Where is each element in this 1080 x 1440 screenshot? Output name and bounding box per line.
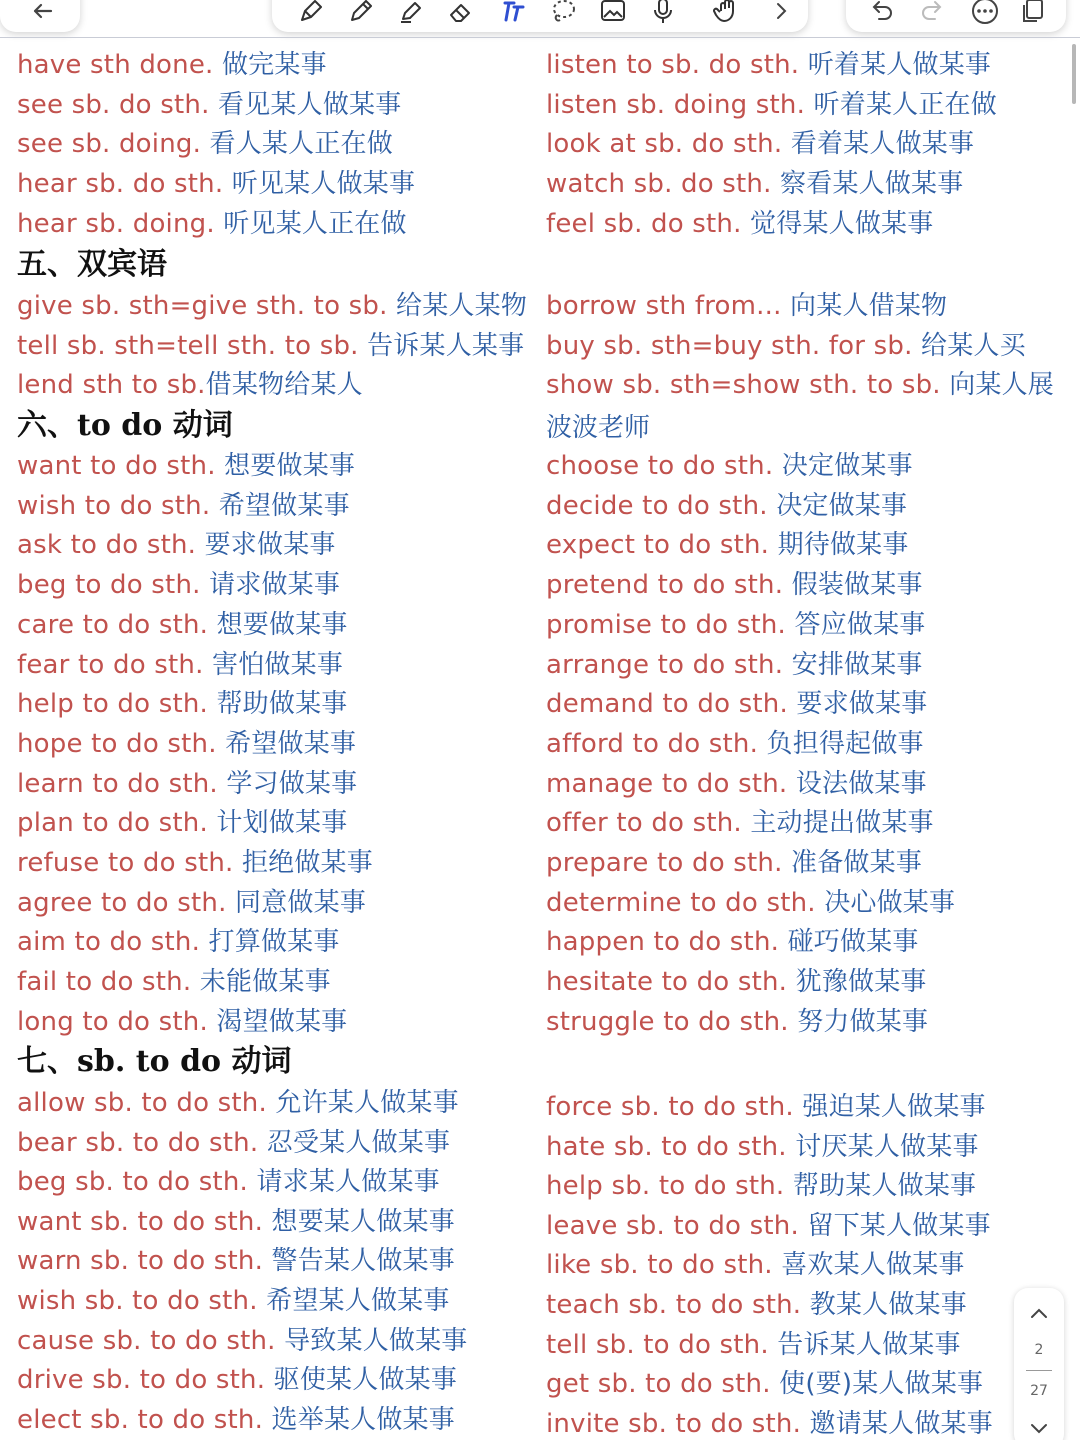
phrase-line (17, 964, 331, 1000)
english-phrase: ask to do sth. (17, 530, 205, 561)
phrase-line (17, 885, 366, 921)
chinese-meaning: 学习做某事 (226, 768, 358, 799)
english-phrase: manage to do sth. (546, 768, 796, 799)
chinese-meaning: 帮助做某事 (216, 689, 348, 720)
phrase-line (546, 87, 997, 123)
english-phrase: afford to do sth. (546, 728, 767, 759)
english-phrase: look at sb. do sth. (546, 129, 791, 160)
chinese-meaning: 要求做某事 (796, 689, 928, 720)
phrase-line (17, 448, 355, 484)
phrase-line (17, 845, 373, 881)
english-phrase: fear to do sth. (17, 649, 213, 680)
chinese-meaning: 要求做某事 (204, 530, 336, 561)
english-phrase: elect sb. to do sth. (17, 1404, 272, 1435)
chinese-meaning: 准备做某事 (791, 848, 923, 878)
english-phrase: teach sb. to do sth. (546, 1290, 810, 1320)
english-phrase: arrange to do sth. (546, 649, 792, 680)
english-phrase: tell sb. sth=tell sth. to sb. (17, 330, 368, 361)
phrase-line (546, 288, 947, 324)
chinese-meaning: 假装做某事 (791, 570, 923, 601)
chevron-up-icon[interactable] (1027, 1302, 1051, 1326)
english-phrase: bear sb. to do sth. (17, 1127, 267, 1158)
chinese-meaning: 看见某人做某事 (218, 89, 402, 120)
english-phrase: cause sb. to do sth. (17, 1325, 285, 1356)
english-phrase: plan to do sth. (17, 808, 217, 839)
english-phrase: show sb. sth=show sth. to sb. (546, 370, 950, 400)
chinese-meaning: 希望做某事 (225, 728, 357, 759)
chinese-meaning: 讨厌某人做某事 (795, 1131, 979, 1162)
chinese-meaning: 未能做某事 (199, 967, 331, 998)
english-phrase: invite sb. to do sth. (546, 1408, 810, 1439)
english-phrase: pretend to do sth. (546, 570, 792, 601)
chinese-meaning: 警告某人做某事 (271, 1246, 455, 1277)
phrase-line (546, 1089, 986, 1125)
phrase-line (17, 1243, 455, 1279)
chinese-meaning: 期待做某事 (777, 530, 909, 561)
chinese-meaning: 渴望做某事 (216, 1006, 348, 1037)
phrase-line (546, 1327, 961, 1363)
phrase-line (546, 1287, 967, 1323)
phrase-line (546, 1208, 991, 1244)
chinese-meaning: 强迫某人做某事 (802, 1092, 986, 1122)
chinese-meaning: 看着某人做某事 (790, 129, 975, 160)
chinese-meaning: 看人某人正在做 (209, 129, 393, 160)
current-page: 2 (1034, 1342, 1044, 1358)
chinese-meaning: 努力做某事 (797, 1006, 929, 1037)
phrase-line (17, 1362, 457, 1398)
heading-sb-to-do-verbs: 七、sb. to do 动词 (17, 1044, 292, 1079)
phrase-line (17, 87, 401, 123)
phrase-line (546, 367, 1054, 403)
chinese-meaning: 决心做某事 (824, 887, 956, 918)
chinese-meaning: 做完某事 (221, 50, 327, 80)
phrase-line (17, 726, 356, 762)
phrase-line (17, 527, 336, 563)
chinese-meaning: 听着某人做某事 (807, 50, 992, 80)
chinese-meaning: 向某人展 (949, 370, 1055, 400)
phrase-line (546, 845, 922, 881)
chinese-meaning: 觉得某人做某事 (750, 208, 934, 239)
chinese-meaning: 使(要)某人做某事 (779, 1369, 984, 1400)
phrase-line (17, 328, 524, 364)
chinese-meaning: 同意做某事 (235, 887, 367, 918)
chinese-meaning: 借某物给某人 (205, 370, 363, 400)
phrase-line (17, 1125, 450, 1161)
phrase-line (546, 1366, 983, 1402)
phrase-line (546, 1247, 965, 1283)
english-phrase: borrow sth from... (546, 291, 791, 321)
english-phrase: hear sb. doing. (17, 208, 224, 239)
english-phrase: tell sb. to do sth. (546, 1329, 778, 1360)
english-phrase: offer to do sth. (546, 808, 751, 839)
chinese-meaning: 请求做某事 (209, 570, 341, 601)
english-phrase: choose to do sth. (546, 451, 782, 481)
english-phrase: get sb. to do sth. (546, 1369, 780, 1400)
page-indicator (1014, 1288, 1064, 1440)
heading-double-object: 五、双宾语 (17, 247, 167, 282)
english-phrase: happen to do sth. (546, 927, 788, 958)
phrase-line (17, 805, 347, 841)
chinese-meaning: 请求某人做某事 (256, 1167, 440, 1198)
phrase-line (546, 1406, 993, 1440)
phrase-line (17, 488, 350, 524)
chinese-meaning: 听见某人做某事 (231, 169, 416, 200)
english-phrase: prepare to do sth. (546, 848, 792, 878)
english-phrase: lend sth to sb. (17, 370, 206, 400)
phrase-line (17, 288, 527, 324)
phrase-line (17, 1085, 459, 1121)
chinese-meaning: 想要做某事 (216, 609, 348, 640)
phrase-line (546, 328, 1026, 364)
english-phrase: expect to do sth. (546, 530, 778, 561)
chinese-meaning: 允许某人做某事 (275, 1088, 459, 1118)
english-phrase: long to do sth. (17, 1006, 217, 1037)
phrase-line (546, 1168, 976, 1204)
chinese-meaning: 安排做某事 (791, 649, 923, 680)
phrase-line (17, 647, 343, 683)
english-phrase: aim to do sth. (17, 927, 209, 958)
author-note: 波波老师 (546, 413, 651, 443)
phrase-line (546, 567, 923, 603)
english-phrase: care to do sth. (17, 609, 217, 640)
english-phrase: fail to do sth. (17, 967, 200, 998)
chinese-meaning: 决定做某事 (776, 490, 908, 521)
english-phrase: hope to do sth. (17, 728, 226, 759)
english-phrase: see sb. do sth. (17, 89, 219, 120)
phrase-line (17, 686, 347, 722)
chinese-meaning: 留下某人做某事 (807, 1210, 991, 1241)
english-phrase: hesitate to do sth. (546, 967, 796, 998)
english-phrase: refuse to do sth. (17, 848, 242, 878)
chinese-meaning: 告诉某人某事 (367, 330, 525, 361)
english-phrase: drive sb. to do sth. (17, 1365, 274, 1396)
phrase-line (546, 206, 933, 242)
phrase-line (17, 126, 393, 162)
chinese-meaning: 碰巧做某事 (787, 927, 919, 958)
phrase-line (546, 607, 926, 643)
chevron-down-icon[interactable] (1027, 1416, 1051, 1440)
chinese-meaning: 害怕做某事 (212, 649, 344, 680)
chinese-meaning: 教某人做某事 (809, 1290, 967, 1320)
english-phrase: have sth done. (17, 50, 222, 80)
english-phrase: listen to sb. do sth. (546, 50, 808, 80)
phrase-line (546, 527, 909, 563)
phrase-line (17, 1004, 347, 1040)
heading-to-do-verbs: 六、to do 动词 (17, 408, 233, 443)
english-phrase: help to do sth. (17, 689, 217, 720)
english-phrase: determine to do sth. (546, 887, 825, 918)
chinese-meaning: 喜欢某人做某事 (781, 1250, 965, 1281)
chinese-meaning: 听见某人正在做 (223, 208, 407, 239)
phrase-line (17, 166, 415, 202)
chinese-meaning: 邀请某人做某事 (809, 1408, 993, 1439)
phrase-line (17, 766, 357, 802)
chinese-meaning: 想要做某事 (224, 451, 356, 481)
phrase-line (546, 964, 927, 1000)
english-phrase: allow sb. to do sth. (17, 1088, 276, 1118)
chinese-meaning: 打算做某事 (208, 927, 340, 958)
english-phrase: demand to do sth. (546, 689, 797, 720)
english-phrase: agree to do sth. (17, 887, 236, 918)
english-phrase: feel sb. do sth. (546, 208, 751, 239)
english-phrase: like sb. to do sth. (546, 1250, 782, 1281)
phrase-line (17, 1402, 455, 1438)
chinese-meaning: 告诉某人做某事 (777, 1329, 961, 1360)
english-phrase: learn to do sth. (17, 768, 227, 799)
english-phrase: warn sb. to do sth. (17, 1246, 272, 1277)
chinese-meaning: 犹豫做某事 (795, 967, 927, 998)
chinese-meaning: 计划做某事 (216, 808, 348, 839)
phrase-line (546, 1129, 979, 1165)
phrase-line (17, 567, 340, 603)
phrase-line (546, 805, 934, 841)
phrase-line (17, 1323, 468, 1359)
english-phrase: beg sb. to do sth. (17, 1167, 257, 1198)
english-phrase: wish sb. to do sth. (17, 1286, 267, 1316)
phrase-line (17, 1283, 450, 1319)
english-phrase: force sb. to do sth. (546, 1092, 803, 1122)
english-phrase: want to do sth. (17, 451, 225, 481)
chinese-meaning: 选举某人做某事 (271, 1404, 455, 1435)
phrase-line (546, 726, 924, 762)
chinese-meaning: 听着某人正在做 (813, 89, 997, 120)
english-phrase: wish to do sth. (17, 490, 219, 521)
chinese-meaning: 拒绝做某事 (241, 848, 373, 878)
chinese-meaning: 负担得起做事 (766, 728, 924, 759)
english-phrase: listen sb. doing sth. (546, 89, 814, 120)
english-phrase: hate sb. to do sth. (546, 1131, 796, 1162)
english-phrase: hear sb. do sth. (17, 169, 232, 200)
phrase-line (17, 924, 340, 960)
english-phrase: give sb. sth=give sth. to sb. (17, 291, 397, 321)
phrase-line (546, 166, 963, 202)
english-phrase: buy sb. sth=buy sth. for sb. (546, 330, 921, 361)
phrase-line (17, 1164, 440, 1200)
phrase-line (17, 1204, 455, 1240)
chinese-meaning: 驱使某人做某事 (273, 1365, 458, 1396)
english-phrase: promise to do sth. (546, 609, 795, 640)
chinese-meaning: 答应做某事 (794, 609, 926, 640)
english-phrase: see sb. doing. (17, 129, 210, 160)
phrase-line (546, 924, 919, 960)
phrase-line (546, 488, 907, 524)
page-separator (1026, 1370, 1052, 1371)
chinese-meaning: 给某人买 (921, 330, 1026, 361)
chinese-meaning: 帮助某人做某事 (792, 1171, 977, 1202)
phrase-line (546, 47, 991, 83)
phrase-line (546, 126, 974, 162)
chinese-meaning: 给某人某物 (396, 291, 528, 321)
phrase-line (17, 206, 407, 242)
chinese-meaning: 向某人借某物 (790, 291, 948, 321)
english-phrase: struggle to do sth. (546, 1006, 798, 1037)
phrase-line (17, 47, 327, 83)
chinese-meaning: 想要某人做某事 (271, 1206, 455, 1237)
total-pages: 27 (1030, 1383, 1048, 1399)
chinese-meaning: 导致某人做某事 (284, 1325, 468, 1356)
chinese-meaning: 设法做某事 (795, 768, 927, 799)
chinese-meaning: 希望某人做某事 (266, 1286, 450, 1316)
phrase-line (546, 885, 955, 921)
phrase-line (17, 607, 348, 643)
english-phrase: help sb. to do sth. (546, 1171, 793, 1202)
phrase-line (17, 367, 363, 403)
phrase-line (546, 686, 927, 722)
english-phrase: want sb. to do sth. (17, 1206, 272, 1237)
chinese-meaning: 察看某人做某事 (780, 169, 964, 200)
phrase-line (546, 766, 927, 802)
chinese-meaning: 希望做某事 (218, 490, 350, 521)
chinese-meaning: 决定做某事 (781, 451, 913, 481)
english-phrase: beg to do sth. (17, 570, 210, 601)
chinese-meaning: 主动提出做某事 (750, 808, 934, 839)
phrase-line (546, 1004, 928, 1040)
chinese-meaning: 忍受某人做某事 (266, 1127, 451, 1158)
phrase-line (546, 448, 913, 484)
phrase-line (546, 647, 923, 683)
english-phrase: leave sb. to do sth. (546, 1210, 808, 1241)
english-phrase: watch sb. do sth. (546, 169, 781, 200)
english-phrase: decide to do sth. (546, 490, 777, 521)
